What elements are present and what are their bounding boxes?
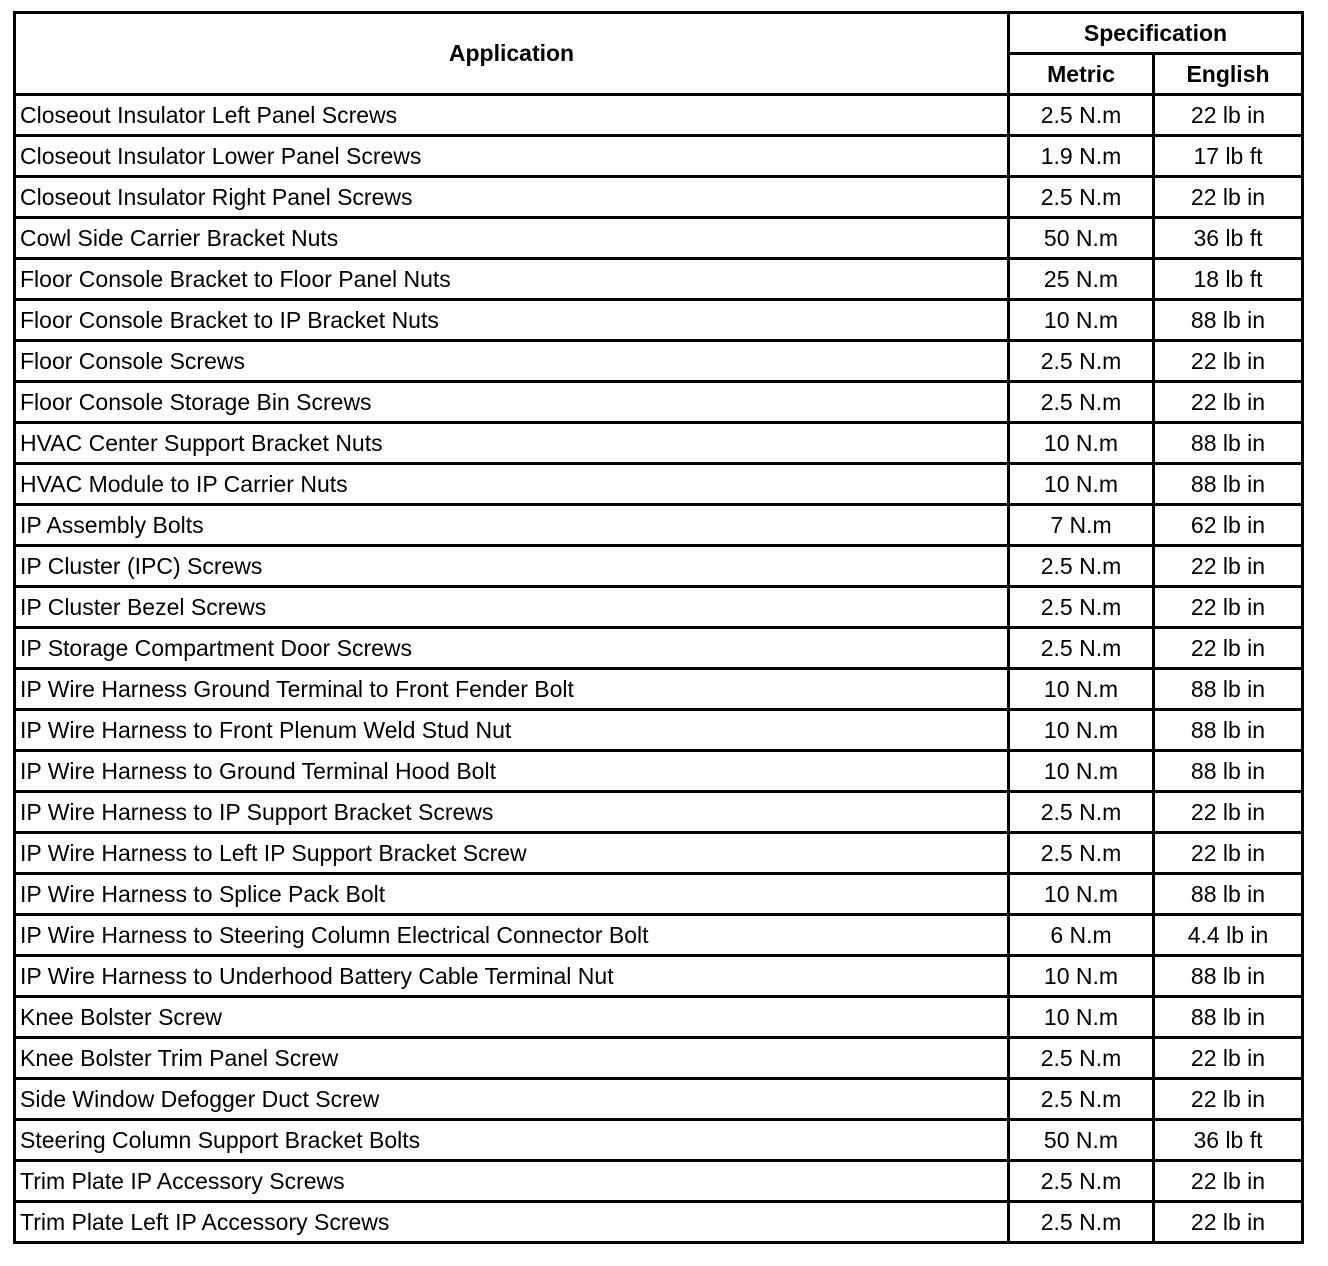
- english-cell: 36 lb ft: [1154, 1120, 1303, 1161]
- english-cell: 22 lb in: [1154, 587, 1303, 628]
- metric-cell: 50 N.m: [1009, 218, 1154, 259]
- application-cell: Closeout Insulator Lower Panel Screws: [15, 136, 1009, 177]
- english-cell: 88 lb in: [1154, 997, 1303, 1038]
- english-cell: 88 lb in: [1154, 669, 1303, 710]
- metric-cell: 2.5 N.m: [1009, 177, 1154, 218]
- table-row: [15, 1202, 1303, 1243]
- table-row: [15, 464, 1303, 505]
- metric-cell: 2.5 N.m: [1009, 1038, 1154, 1079]
- english-cell: 4.4 lb in: [1154, 915, 1303, 956]
- metric-cell: 2.5 N.m: [1009, 382, 1154, 423]
- english-cell: 22 lb in: [1154, 341, 1303, 382]
- application-cell: IP Wire Harness Ground Terminal to Front Fender Bolt: [15, 669, 1009, 710]
- application-cell: IP Wire Harness to Front Plenum Weld Stud Nut: [15, 710, 1009, 751]
- application-cell: IP Cluster (IPC) Screws: [15, 546, 1009, 587]
- application-cell: Floor Console Bracket to Floor Panel Nuts: [15, 259, 1009, 300]
- application-cell: Steering Column Support Bracket Bolts: [15, 1120, 1009, 1161]
- english-cell: 88 lb in: [1154, 300, 1303, 341]
- application-cell: Knee Bolster Trim Panel Screw: [15, 1038, 1009, 1079]
- table-row: [15, 1161, 1303, 1202]
- metric-cell: 50 N.m: [1009, 1120, 1154, 1161]
- application-cell: HVAC Module to IP Carrier Nuts: [15, 464, 1009, 505]
- english-header: English: [1154, 54, 1303, 95]
- english-cell: 18 lb ft: [1154, 259, 1303, 300]
- metric-cell: 2.5 N.m: [1009, 95, 1154, 136]
- english-cell: 22 lb in: [1154, 382, 1303, 423]
- application-cell: IP Wire Harness to Steering Column Electrical Connector Bolt: [15, 915, 1009, 956]
- application-cell: Floor Console Bracket to IP Bracket Nuts: [15, 300, 1009, 341]
- english-cell: 22 lb in: [1154, 792, 1303, 833]
- table-row: [15, 423, 1303, 464]
- metric-cell: 10 N.m: [1009, 423, 1154, 464]
- application-cell: IP Wire Harness to IP Support Bracket Screws: [15, 792, 1009, 833]
- english-cell: 22 lb in: [1154, 1079, 1303, 1120]
- application-cell: IP Assembly Bolts: [15, 505, 1009, 546]
- metric-cell: 1.9 N.m: [1009, 136, 1154, 177]
- table-row: [15, 136, 1303, 177]
- table-row: [15, 505, 1303, 546]
- torque-spec-table: [13, 11, 1304, 1244]
- table-row: [15, 669, 1303, 710]
- metric-cell: 10 N.m: [1009, 669, 1154, 710]
- english-cell: 22 lb in: [1154, 1202, 1303, 1243]
- metric-cell: 10 N.m: [1009, 997, 1154, 1038]
- application-cell: Cowl Side Carrier Bracket Nuts: [15, 218, 1009, 259]
- english-cell: 22 lb in: [1154, 628, 1303, 669]
- table-row: [15, 587, 1303, 628]
- english-cell: 22 lb in: [1154, 1161, 1303, 1202]
- table-row: [15, 874, 1303, 915]
- english-cell: 88 lb in: [1154, 874, 1303, 915]
- application-cell: Floor Console Screws: [15, 341, 1009, 382]
- metric-cell: 10 N.m: [1009, 751, 1154, 792]
- english-cell: 88 lb in: [1154, 423, 1303, 464]
- table-row: [15, 833, 1303, 874]
- application-cell: Floor Console Storage Bin Screws: [15, 382, 1009, 423]
- application-header: Application: [15, 13, 1009, 95]
- application-cell: IP Cluster Bezel Screws: [15, 587, 1009, 628]
- english-cell: 22 lb in: [1154, 833, 1303, 874]
- metric-cell: 2.5 N.m: [1009, 341, 1154, 382]
- table-row: [15, 259, 1303, 300]
- metric-cell: 10 N.m: [1009, 464, 1154, 505]
- application-cell: Closeout Insulator Left Panel Screws: [15, 95, 1009, 136]
- application-cell: IP Wire Harness to Left IP Support Bracket Screw: [15, 833, 1009, 874]
- application-cell: IP Wire Harness to Ground Terminal Hood Bolt: [15, 751, 1009, 792]
- metric-cell: 10 N.m: [1009, 710, 1154, 751]
- english-cell: 22 lb in: [1154, 95, 1303, 136]
- metric-cell: 2.5 N.m: [1009, 1079, 1154, 1120]
- table-row: [15, 792, 1303, 833]
- table-row: [15, 300, 1303, 341]
- english-cell: 22 lb in: [1154, 1038, 1303, 1079]
- english-cell: 88 lb in: [1154, 956, 1303, 997]
- table-row: [15, 1079, 1303, 1120]
- table-row: [15, 95, 1303, 136]
- table-row: [15, 1038, 1303, 1079]
- table-row: [15, 382, 1303, 423]
- english-cell: 62 lb in: [1154, 505, 1303, 546]
- table-header: [15, 13, 1303, 95]
- application-cell: IP Wire Harness to Underhood Battery Cable Terminal Nut: [15, 956, 1009, 997]
- metric-cell: 10 N.m: [1009, 956, 1154, 997]
- english-cell: 88 lb in: [1154, 710, 1303, 751]
- table-row: [15, 751, 1303, 792]
- english-cell: 36 lb ft: [1154, 218, 1303, 259]
- application-cell: Trim Plate Left IP Accessory Screws: [15, 1202, 1009, 1243]
- table-row: [15, 177, 1303, 218]
- application-cell: Trim Plate IP Accessory Screws: [15, 1161, 1009, 1202]
- application-cell: Knee Bolster Screw: [15, 997, 1009, 1038]
- application-cell: IP Wire Harness to Splice Pack Bolt: [15, 874, 1009, 915]
- header-row-top: [15, 13, 1303, 54]
- table-row: [15, 997, 1303, 1038]
- metric-cell: 25 N.m: [1009, 259, 1154, 300]
- table-row: [15, 915, 1303, 956]
- metric-cell: 6 N.m: [1009, 915, 1154, 956]
- metric-cell: 2.5 N.m: [1009, 587, 1154, 628]
- table-row: [15, 710, 1303, 751]
- metric-cell: 2.5 N.m: [1009, 792, 1154, 833]
- metric-header: Metric: [1009, 54, 1154, 95]
- english-cell: 88 lb in: [1154, 751, 1303, 792]
- table-row: [15, 1120, 1303, 1161]
- table-row: [15, 546, 1303, 587]
- specification-header: Specification: [1009, 13, 1303, 54]
- english-cell: 22 lb in: [1154, 177, 1303, 218]
- table-row: [15, 341, 1303, 382]
- metric-cell: 2.5 N.m: [1009, 546, 1154, 587]
- metric-cell: 2.5 N.m: [1009, 1202, 1154, 1243]
- application-cell: Closeout Insulator Right Panel Screws: [15, 177, 1009, 218]
- table-row: [15, 628, 1303, 669]
- metric-cell: 2.5 N.m: [1009, 1161, 1154, 1202]
- english-cell: 17 lb ft: [1154, 136, 1303, 177]
- application-cell: HVAC Center Support Bracket Nuts: [15, 423, 1009, 464]
- application-cell: IP Storage Compartment Door Screws: [15, 628, 1009, 669]
- english-cell: 22 lb in: [1154, 546, 1303, 587]
- english-cell: 88 lb in: [1154, 464, 1303, 505]
- table-row: [15, 956, 1303, 997]
- metric-cell: 2.5 N.m: [1009, 628, 1154, 669]
- metric-cell: 10 N.m: [1009, 874, 1154, 915]
- metric-cell: 2.5 N.m: [1009, 833, 1154, 874]
- table-row: [15, 218, 1303, 259]
- application-cell: Side Window Defogger Duct Screw: [15, 1079, 1009, 1120]
- metric-cell: 10 N.m: [1009, 300, 1154, 341]
- metric-cell: 7 N.m: [1009, 505, 1154, 546]
- table-body: [15, 95, 1303, 1243]
